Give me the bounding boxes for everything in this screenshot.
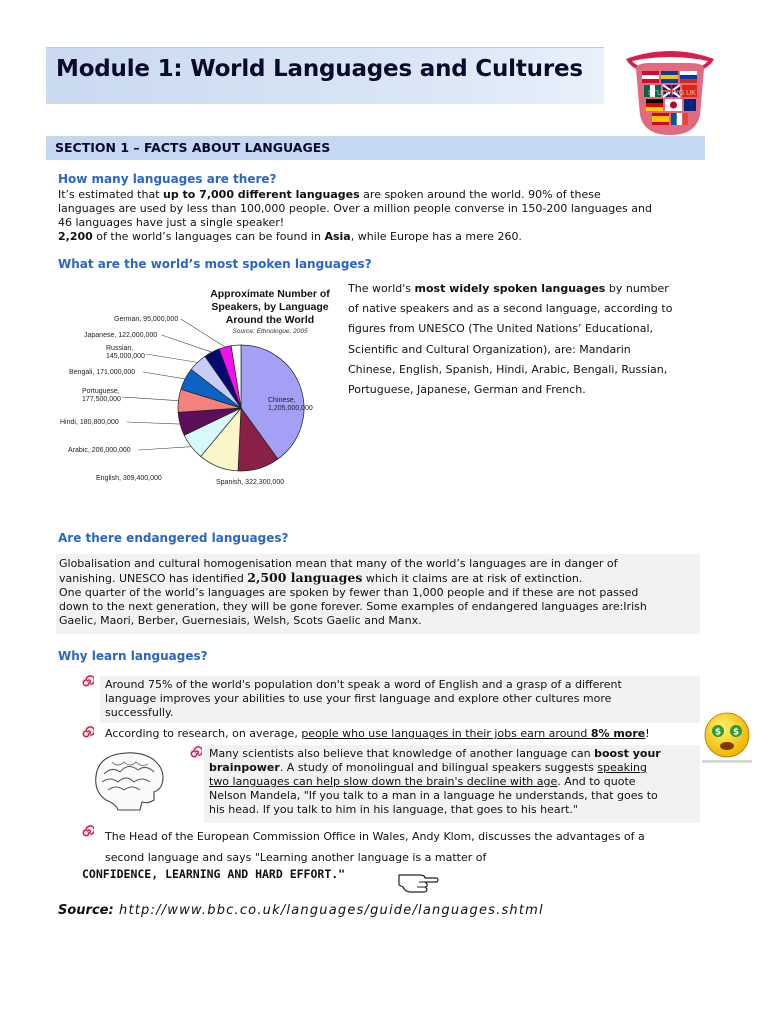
q4-line: Nelson Mandela, "If you talk to a man in a language he understands, that goes to: [209, 789, 658, 802]
q4-underlined: people who use languages in their jobs earn around: [301, 727, 591, 740]
q4-heading: Why learn languages?: [58, 649, 208, 663]
q1-text: , while Europe has a mere 260.: [350, 230, 522, 243]
q2-line: Scientific and Cultural Organization), are: Mandarin: [348, 342, 631, 356]
brain-head-sketch-icon: [88, 748, 172, 814]
pie-label-spanish: Spanish, 322,300,000: [216, 479, 285, 486]
q3-emphasis-2500: 2,500 languages: [247, 570, 363, 585]
q3-text: vanishing. UNESCO has identified: [59, 572, 248, 585]
q4-line: successfully.: [105, 706, 174, 719]
pie-leader-line: [122, 397, 178, 401]
pie-leader-line: [138, 447, 191, 450]
tongue-flags-logo-icon: [620, 45, 720, 137]
q2-heading: What are the world’s most spoken languages?: [58, 257, 372, 271]
q4-emphasis-brainpower: brainpower: [209, 761, 280, 774]
q1-text: of the world’s languages can be found in: [92, 230, 325, 243]
pie-label-hindi: Hindi, 180,800,000: [60, 419, 119, 426]
q4-line: his head. If you talk to him in his language, that goes to his heart.": [209, 803, 578, 816]
q1-emphasis-asia: Asia: [324, 230, 351, 243]
pie-label-bengali: Bengali, 171,000,000: [69, 369, 136, 376]
section-1-bar: [46, 136, 705, 160]
q3-paragraph: [56, 554, 700, 634]
q4-bullet-1: [100, 676, 700, 723]
swirl-bullet-icon: [81, 673, 94, 692]
page-title: Module 1: World Languages and Cultures: [56, 56, 583, 82]
pie-label-chinese: Chinese,: [268, 397, 296, 404]
q4-underlined: speaking: [597, 761, 648, 774]
pie-label-arabic: Arabic, 206,000,000: [68, 447, 131, 454]
q4-bullet-2: [105, 727, 650, 741]
q4-text: Many scientists also believe that knowledge of another language can: [209, 747, 595, 760]
money-smiley-icon: [698, 710, 756, 766]
pie-chart-svg: [58, 276, 346, 492]
q4-bullet-4: [105, 827, 705, 868]
q1-paragraph: [58, 188, 708, 244]
q3-line: Gaelic, Maori, Berber, Guernesiais, Welsh, Scots Gaelic and Manx.: [59, 614, 422, 627]
source-label: Source:: [58, 903, 114, 918]
logo-watermark: STUDYING UK: [648, 90, 696, 97]
pie-leader-line: [162, 335, 212, 352]
q4-text: According to research, on average,: [105, 727, 302, 740]
source-url[interactable]: http://www.bbc.co.uk/languages/guide/languages.shtml: [113, 903, 544, 918]
q2-text: The world's: [348, 282, 415, 295]
pie-label-japanese: Japanese, 122,000,000: [84, 332, 158, 339]
pie-leader-line: [127, 422, 180, 424]
q2-line: Chinese, English, Spanish, Hindi, Arabic, Bengali, Russian,: [348, 362, 668, 376]
q4-line: language improves your abilities to use your first language and explore other cultures more: [105, 692, 612, 705]
q4-line: Around 75% of the world's population don't speak a word of English and a grasp of a different: [105, 678, 622, 691]
q2-emphasis: most widely spoken languages: [414, 282, 606, 295]
q3-line: Globalisation and cultural homogenisation mean that many of the world’s languages are in danger of: [59, 557, 618, 570]
pie-leader-line: [143, 372, 185, 379]
pie-leader-line: [146, 354, 198, 362]
q2-paragraph: [348, 279, 698, 400]
pie-value-portuguese: 177,500,000: [82, 396, 121, 403]
q1-text: are spoken around the world. 90% of these: [359, 188, 601, 201]
pie-label-russian: Russian,: [106, 345, 134, 352]
q1-text: It’s estimated that: [58, 188, 163, 201]
q4-emphasis-boost: boost your: [594, 747, 661, 760]
q2-text: by number: [605, 282, 669, 295]
q4-bullet-3: [204, 745, 700, 823]
pie-label-english: English, 309,400,000: [96, 475, 162, 482]
speakers-pie-chart: [58, 276, 346, 492]
source-line: [58, 903, 544, 918]
q3-line: down to the next generation, they will be gone forever. Some examples of endangered languages are:Irish: [59, 600, 647, 613]
swirl-bullet-icon: [81, 724, 94, 743]
q2-line: Portuguese, Japanese, German and French.: [348, 383, 586, 397]
pie-leader-line: [181, 319, 225, 347]
svg-text:$: $: [732, 727, 740, 738]
q4-line: second language and says "Learning another language is a matter of: [105, 850, 487, 864]
q2-line: of native speakers and as a second language, according to: [348, 302, 673, 316]
pointing-hand-icon: [397, 867, 439, 895]
chart-title-line: Speakers, by Language: [211, 301, 329, 313]
q3-text: which it claims are at risk of extinction.: [362, 572, 583, 585]
q1-line: 46 languages have just a single speaker!: [58, 216, 285, 229]
q1-emphasis-7000: up to 7,000 different languages: [163, 188, 360, 201]
q1-emphasis-2200: 2,200: [58, 230, 93, 243]
swirl-bullet-icon: [81, 823, 94, 842]
pie-label-german: German, 95,000,000: [114, 316, 179, 323]
section-1-heading: SECTION 1 – FACTS ABOUT LANGUAGES: [55, 140, 331, 155]
chart-title-line: Around the World: [225, 314, 315, 326]
q4-line: The Head of the European Commission Office in Wales, Andy Klom, discusses the advantages of a: [105, 830, 645, 843]
q2-line: figures from UNESCO (The United Nations’ Educational,: [348, 322, 654, 336]
title-bar: [46, 47, 604, 104]
swirl-bullet-icon: [189, 744, 202, 763]
svg-text:$: $: [714, 727, 722, 738]
q4-text: . A study of monolingual and bilingual speakers suggests: [279, 761, 598, 774]
pie-value-chinese: 1,205,000,000: [268, 405, 313, 412]
q3-line: One quarter of the world’s languages are spoken by fewer than 1,000 people and if these are not passed: [59, 586, 639, 599]
tongue-flags-logo: [620, 45, 720, 137]
q3-heading: Are there endangered languages?: [58, 531, 289, 545]
q4-underlined: two languages can help slow down the brain's decline with age: [209, 775, 558, 788]
chart-title-line: Approximate Number of: [210, 288, 330, 300]
q4-text: . And to quote: [557, 775, 636, 788]
pie-label-portuguese: Portuguese,: [82, 388, 120, 395]
q4-emphasis-8pct: 8% more: [590, 727, 646, 740]
q4-text: !: [645, 727, 650, 740]
chart-source: Source: Ethnologue, 2005: [232, 328, 308, 335]
q1-heading: How many languages are there?: [58, 172, 277, 186]
q1-line: languages are used by less than 100,000 people. Over a million people converse in 150-200 languages and: [58, 202, 652, 215]
pie-value-russian: 145,000,000: [106, 353, 145, 360]
q4-confidence-quote: CONFIDENCE, LEARNING AND HARD EFFORT.": [82, 867, 346, 881]
